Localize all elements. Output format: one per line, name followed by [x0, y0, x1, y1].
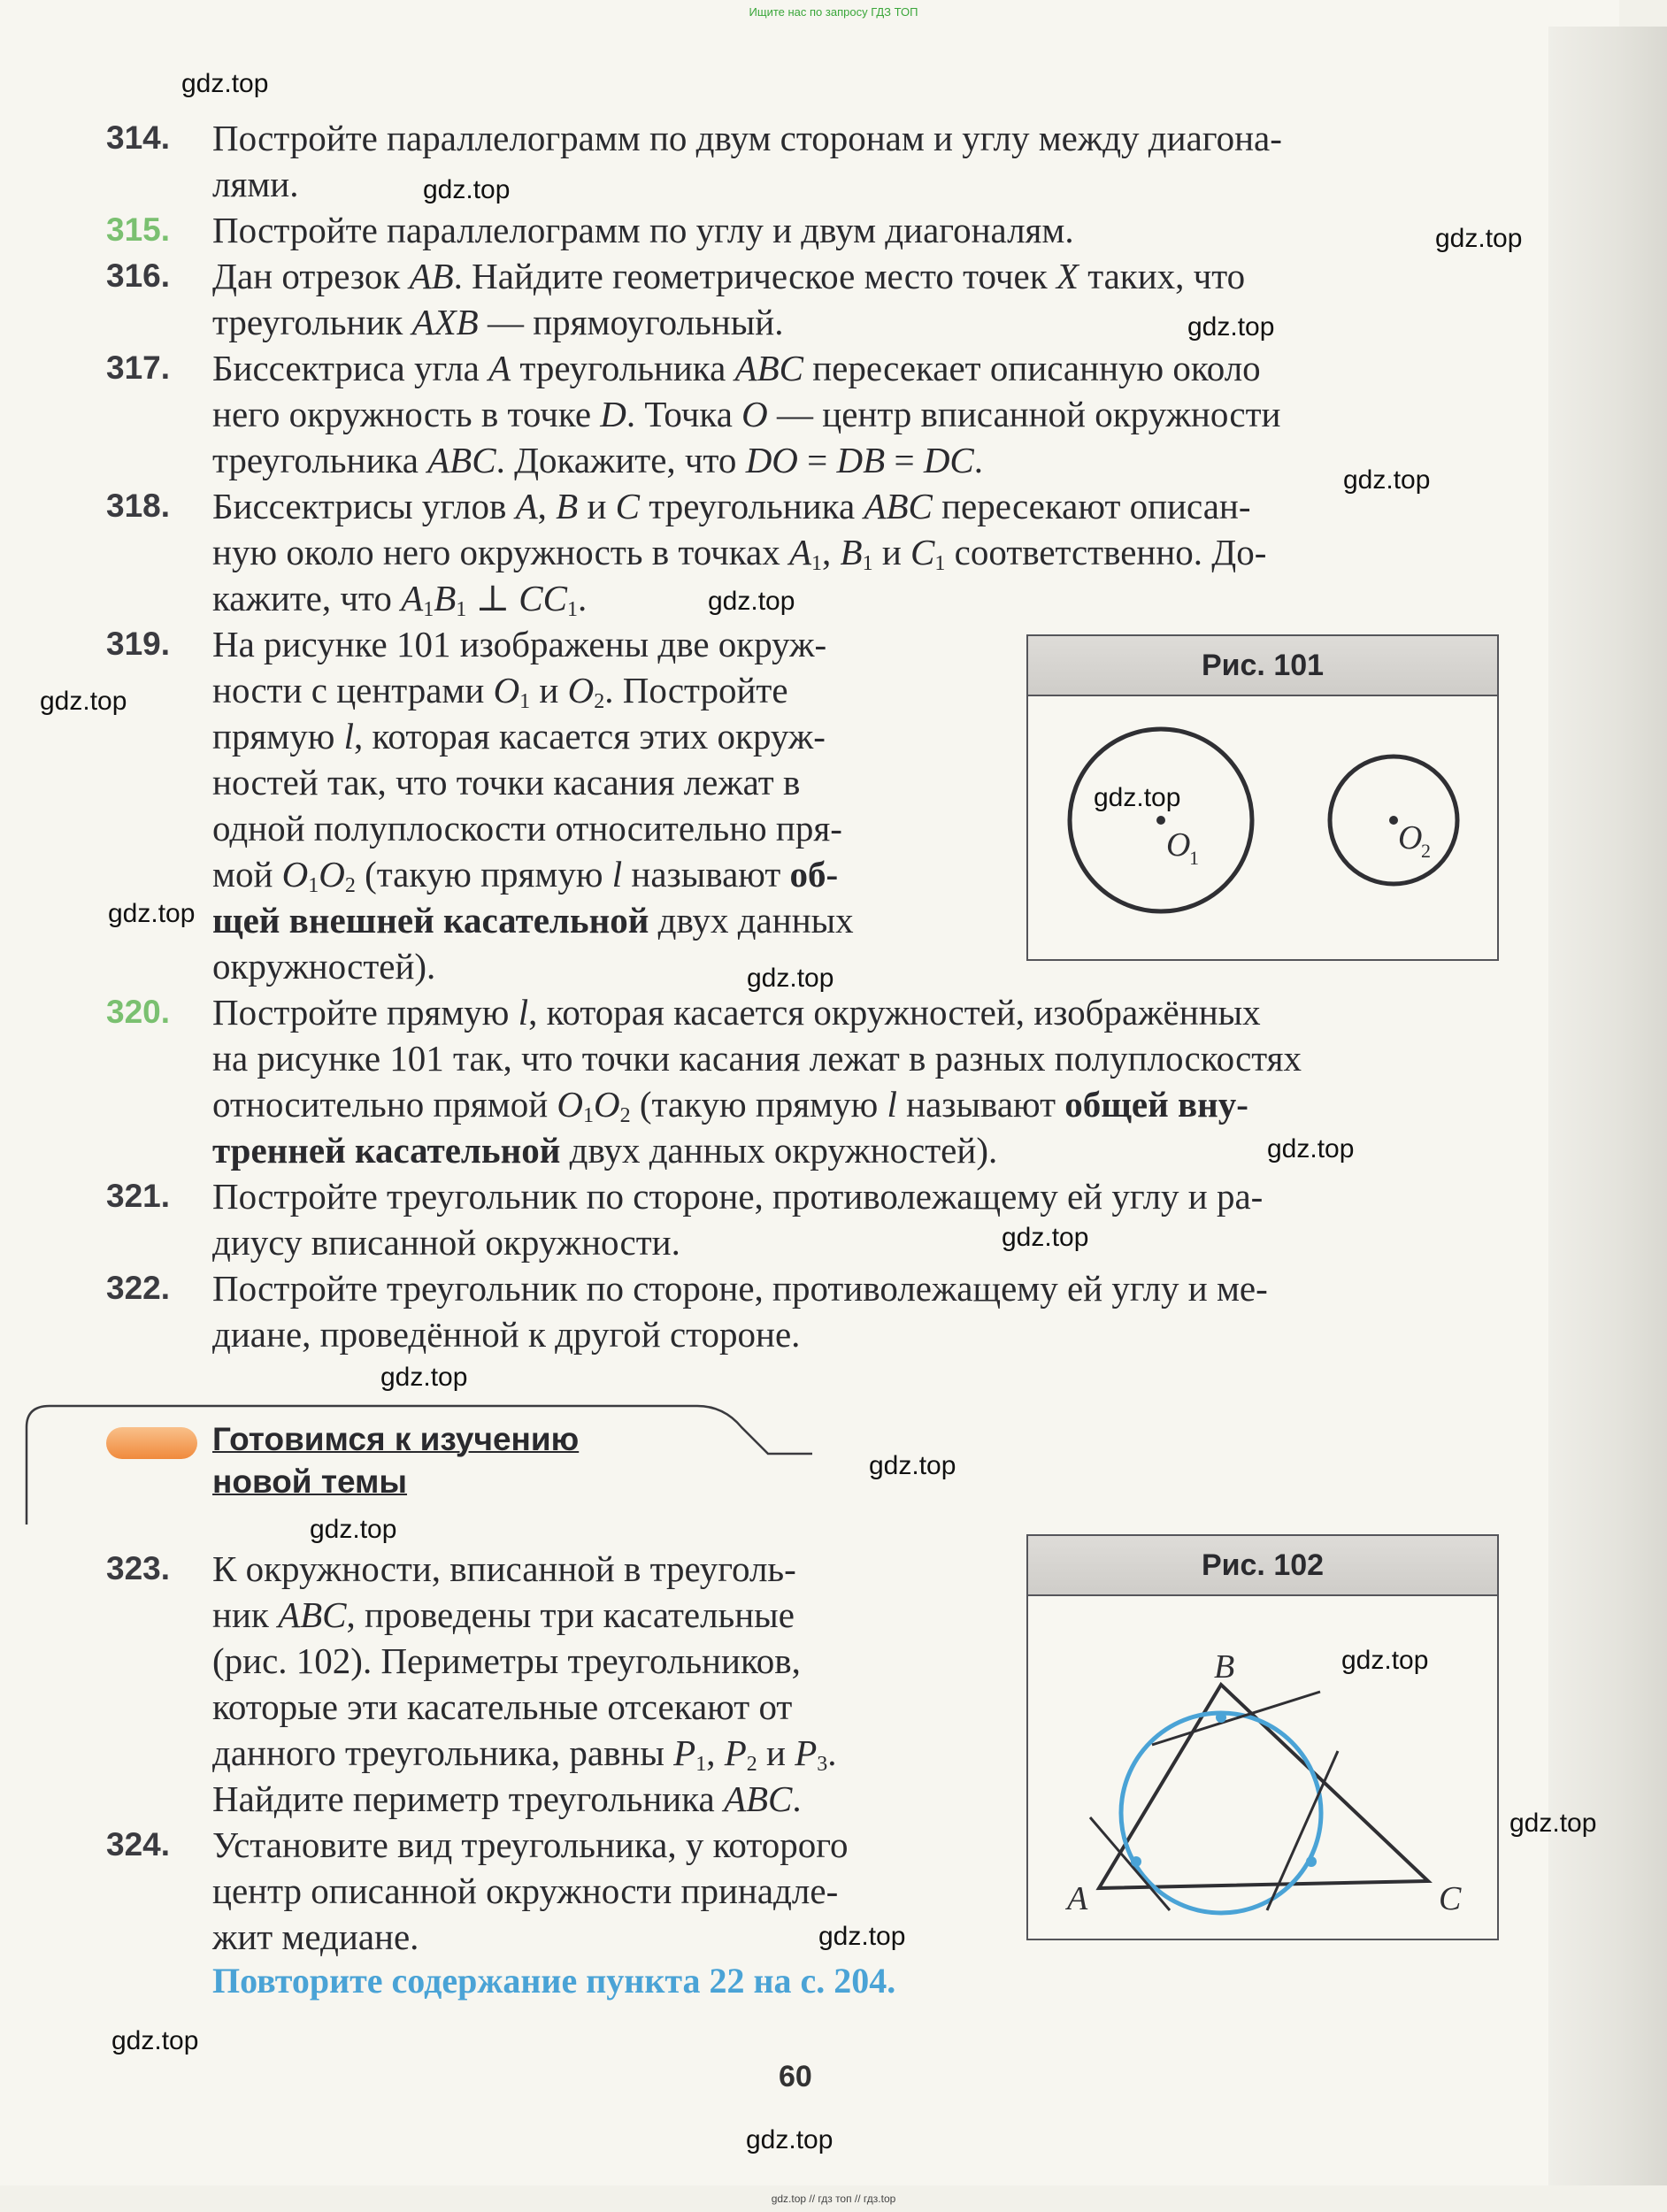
problem-321 — [106, 1173, 1495, 1265]
problem-text — [212, 989, 1602, 1173]
text-line: К окружности, вписанной в треуголь- — [212, 1548, 796, 1589]
problem-number: 315. — [106, 211, 171, 248]
text-line: него окружность в точке D. Точка O — центр вписанной окружности — [212, 394, 1281, 434]
problem-322 — [106, 1265, 1495, 1357]
text-line: диусу вписанной окружности. — [212, 1222, 680, 1263]
problem-text — [212, 1265, 1602, 1357]
label-vertex-c: C — [1439, 1880, 1462, 1917]
tangent-line-left — [1090, 1817, 1170, 1910]
section-title-line: новой темы — [212, 1463, 408, 1500]
text-line: треугольника ABC. Докажите, что DO = DB = DC. — [212, 440, 984, 480]
two-circles-diagram — [1028, 696, 1497, 959]
problem-number: 314. — [106, 119, 171, 156]
watermark: gdz.top — [423, 175, 511, 204]
watermark: gdz.top — [111, 2026, 199, 2055]
text-line: ности с центрами $O_1$ и $O_2$. Постройте — [212, 670, 788, 713]
text-line: Постройте треугольник по стороне, противолежащему ей углу и ме- — [212, 1268, 1268, 1309]
problem-number: 322. — [106, 1270, 171, 1306]
label-o2-sub: 2 — [1421, 840, 1431, 862]
text-line: жит медиане. — [212, 1916, 419, 1957]
text-line: лями. — [212, 164, 299, 204]
problem-318 — [106, 483, 1495, 621]
text-line: ностей так, что точки касания лежат в — [212, 762, 801, 803]
problem-323 — [106, 1546, 956, 1822]
problem-number: 316. — [106, 257, 171, 294]
watermark: gdz.top — [869, 1451, 956, 1480]
watermark: gdz.top — [1341, 1646, 1429, 1675]
problem-number: 323. — [106, 1550, 171, 1586]
text-line: на рисунке 101 так, что точки касания лежат в разных полуплоскостях — [212, 1038, 1302, 1079]
text-line: Постройте параллелограмм по двум сторонам и углу между диагона- — [212, 118, 1282, 158]
problem-number: 320. — [106, 994, 171, 1030]
watermark: gdz.top — [1435, 224, 1523, 253]
problem-text — [212, 207, 1602, 253]
figure-title: Рис. 102 — [1028, 1536, 1497, 1596]
watermark: gdz.top — [708, 587, 795, 616]
text-line: окружностей). — [212, 946, 436, 987]
watermark: gdz.top — [1094, 783, 1181, 812]
text-line: Дан отрезок AB. Найдите геометрическое место точек X таких, что — [212, 256, 1246, 296]
tangent-point-right — [1306, 1856, 1317, 1867]
text-line: Найдите периметр треугольника ABC. — [212, 1778, 802, 1819]
text-line: данного треугольника, равны $P_1$, $P_2$ и $P_3$. — [212, 1732, 837, 1776]
text-line: Установите вид треугольника, у которого — [212, 1824, 849, 1865]
problem-text — [212, 345, 1602, 483]
problem-text — [212, 483, 1602, 621]
problem-number: 317. — [106, 349, 171, 386]
problem-text — [212, 621, 956, 989]
text-line: Биссектриса угла A треугольника ABC пересекает описанную около — [212, 348, 1261, 388]
watermark: gdz.top — [108, 899, 196, 928]
text-line: прямую l, которая касается этих окруж- — [212, 716, 826, 757]
problem-text — [212, 1546, 956, 1822]
text-line: На рисунке 101 изображены две окруж- — [212, 624, 827, 664]
tangent-point-top — [1216, 1712, 1226, 1723]
text-line: кажите, что $A_1B_1$ ⊥ $CC_1$. — [212, 578, 588, 621]
label-o1: O — [1166, 826, 1191, 864]
problem-number: 319. — [106, 626, 171, 662]
section-header — [25, 1401, 821, 1525]
problem-number: 321. — [106, 1178, 171, 1214]
problem-315 — [106, 207, 1495, 253]
text-line: мой $O_1O_2$ (такую прямую l называют об- — [212, 854, 839, 897]
incircle — [1121, 1713, 1321, 1913]
triangle-abc — [1099, 1685, 1428, 1888]
tangent-point-left — [1131, 1856, 1141, 1867]
text-line: Постройте параллелограмм по углу и двум диагоналям. — [212, 210, 1074, 250]
repeat-section-link: Повторите содержание пункта 22 на с. 204. — [212, 1961, 896, 2001]
watermark: gdz.top — [40, 687, 127, 716]
problem-number: 318. — [106, 488, 171, 524]
text-line: Постройте треугольник по стороне, противолежащему ей углу и ра- — [212, 1176, 1264, 1217]
text-line: тренней касательной двух данных окружностей). — [212, 1130, 998, 1171]
problem-317 — [106, 345, 1495, 483]
text-line: центр описанной окружности принадле- — [212, 1870, 839, 1911]
watermark: gdz.top — [747, 964, 834, 993]
text-line: ную около него окружность в точках $A_1$, $B_1$ и $C_1$ соответственно. До- — [212, 532, 1267, 575]
footer-caption: gdz.top // гдз топ // гдз.top — [771, 2193, 896, 2205]
watermark: gdz.top — [1267, 1134, 1355, 1164]
problem-text — [212, 253, 1602, 345]
section-title-line: Готовимся к изучению — [212, 1421, 580, 1457]
label-o1-sub: 1 — [1189, 847, 1199, 869]
label-o2: O — [1398, 819, 1423, 856]
text-line: которые эти касательные отсекают от — [212, 1686, 793, 1727]
section-marker-icon — [106, 1427, 197, 1459]
watermark: gdz.top — [1510, 1809, 1597, 1838]
section-title — [212, 1418, 579, 1503]
watermark: gdz.top — [310, 1515, 397, 1544]
problem-text — [212, 115, 1602, 207]
text-line: ник ABC, проведены три касательные — [212, 1594, 795, 1635]
text-line: (рис. 102). Периметры треугольников, — [212, 1640, 801, 1681]
text-line: Постройте прямую l, которая касается окружностей, изображённых — [212, 992, 1261, 1033]
text-line: относительно прямой $O_1O_2$ (такую прямую l называют общей вну- — [212, 1084, 1248, 1127]
watermark: gdz.top — [818, 1922, 906, 1951]
label-vertex-a: A — [1067, 1880, 1088, 1917]
tangent-line-right — [1267, 1751, 1338, 1910]
watermark: gdz.top — [380, 1363, 468, 1392]
text-line: Биссектрисы углов A, B и C треугольника ABC пересекают описан- — [212, 486, 1251, 526]
text-line: диане, проведённой к другой стороне. — [212, 1314, 801, 1355]
watermark: gdz.top — [746, 2125, 834, 2154]
center-o2-point — [1389, 816, 1398, 825]
search-hint: Ищите нас по запросу ГДЗ ТОП — [749, 5, 918, 19]
text-line: щей внешней касательной двух данных — [212, 900, 854, 941]
problem-314 — [106, 115, 1495, 207]
watermark: gdz.top — [1343, 465, 1431, 495]
problem-number: 324. — [106, 1826, 171, 1863]
figure-102 — [1026, 1534, 1499, 1940]
watermark: gdz.top — [1187, 312, 1275, 342]
text-line: треугольник AXB — прямоугольный. — [212, 302, 784, 342]
problem-text — [212, 1173, 1602, 1265]
watermark: gdz.top — [1002, 1223, 1089, 1252]
watermark: gdz.top — [181, 69, 269, 98]
problem-316 — [106, 253, 1495, 345]
figure-title: Рис. 101 — [1028, 636, 1497, 696]
label-vertex-b: B — [1214, 1648, 1235, 1686]
center-o1-point — [1156, 816, 1165, 825]
page-number: 60 — [779, 2060, 812, 2093]
text-line: одной полуплоскости относительно пря- — [212, 808, 842, 849]
